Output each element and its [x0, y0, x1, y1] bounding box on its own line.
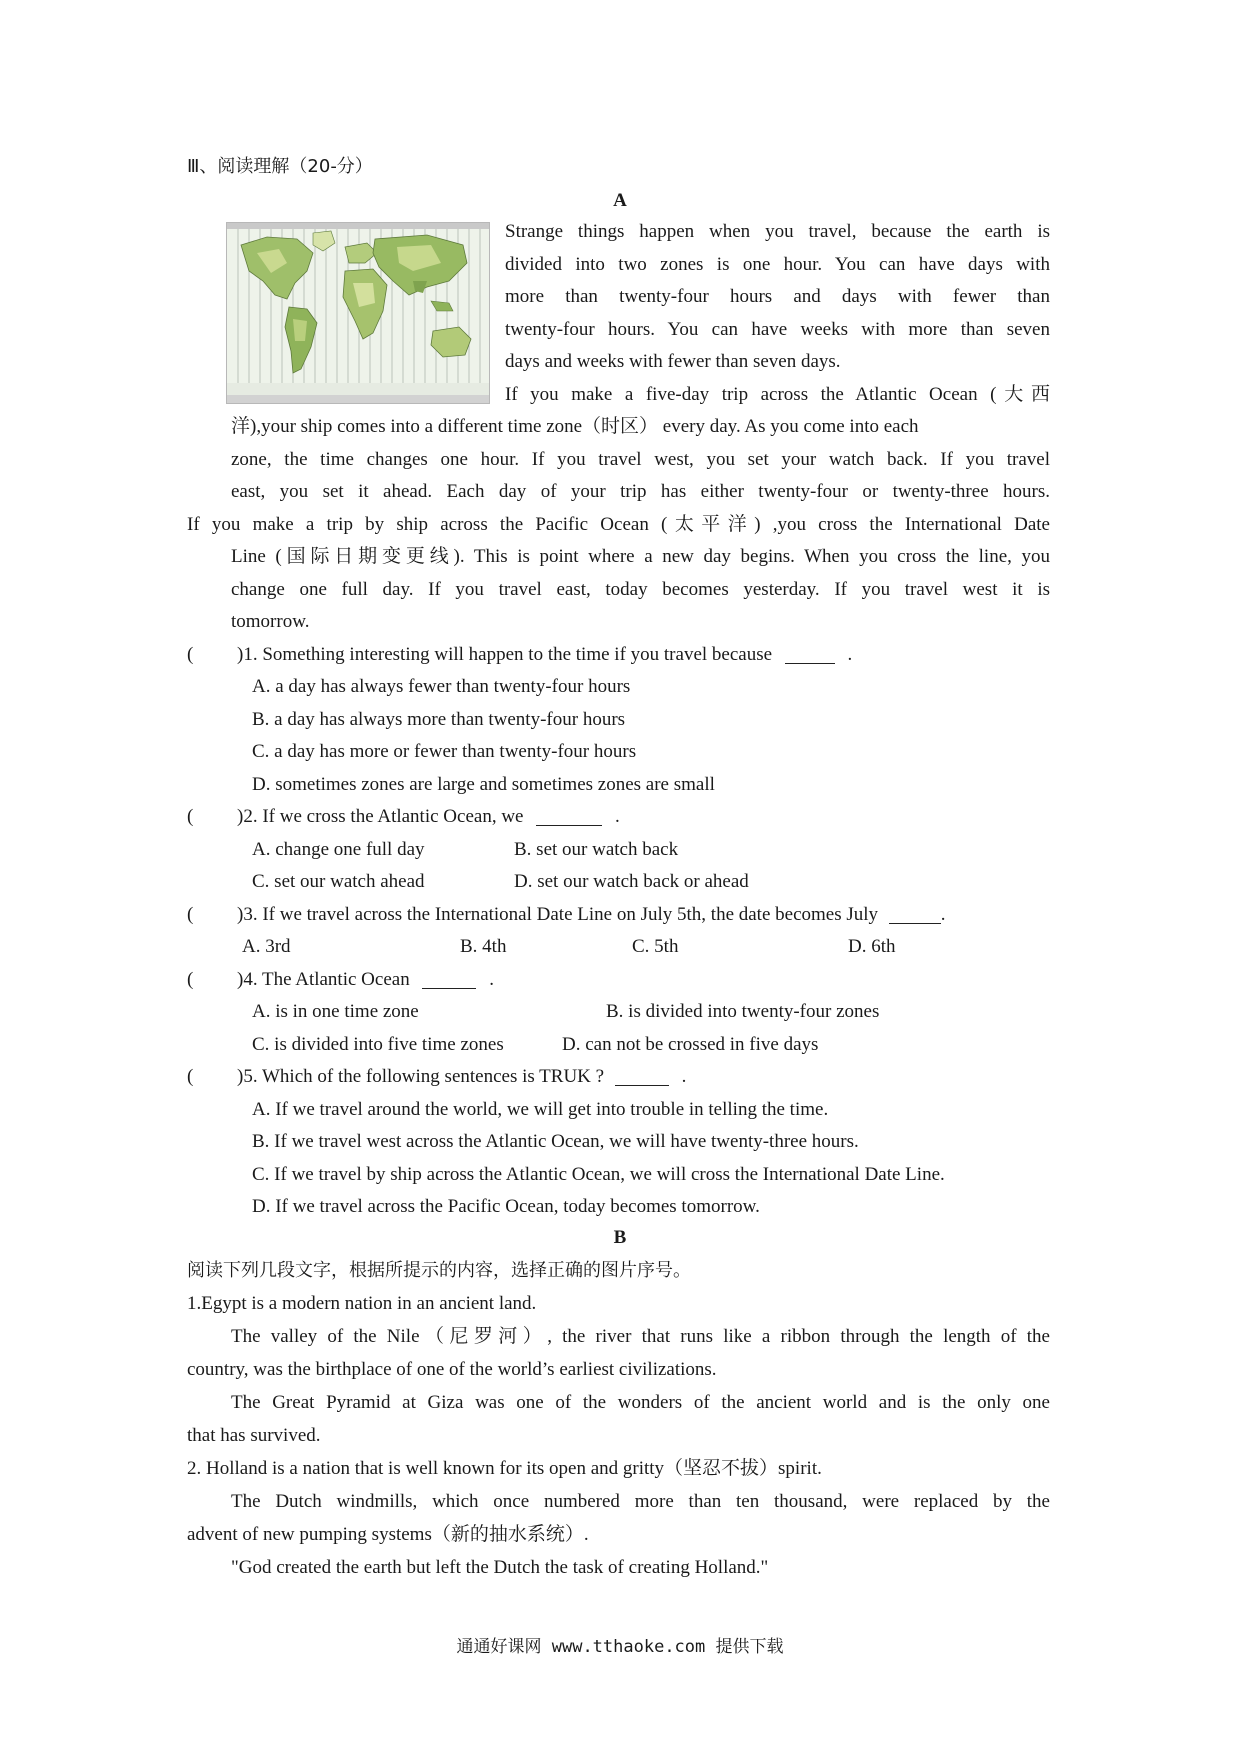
item1-paragraph-line: country, was the birthplace of one of the world’s earliest civilizations.	[187, 1359, 717, 1380]
part-b-title: B	[613, 1227, 627, 1248]
world-time-zone-map-icon	[226, 222, 490, 404]
q1-option[interactable]: C. a day has more or fewer than twenty-four hours	[252, 741, 637, 762]
q1-option[interactable]: D. sometimes zones are large and sometimes zones are small	[252, 774, 715, 795]
q2-answer-blank[interactable]	[536, 805, 602, 826]
part-a-para3-line: tomorrow.	[231, 611, 310, 632]
part-a-para1-line: more than twenty-four hours and days with fewer than	[505, 286, 1050, 307]
item2-paragraph-line: advent of new pumping systems（新的抽水系统）.	[187, 1524, 589, 1545]
item2-paragraph-line: The Dutch windmills, which once numbered more than ten thousand, were replaced by the	[231, 1491, 1050, 1512]
q2-option[interactable]: A. change one full day	[252, 839, 425, 860]
part-a-para1-line: days and weeks with fewer than seven days.	[505, 351, 841, 372]
part-a-para2-line: east, you set it ahead. Each day of your trip has either twenty-four or twenty-three hours.	[231, 481, 1050, 502]
part-a-para2-line: 洋),your ship comes into a different time zone（时区） every day. As you come into each	[231, 416, 919, 437]
q5-option[interactable]: B. If we travel west across the Atlantic Ocean, we will have twenty-three hours.	[252, 1131, 859, 1152]
q4-answer-blank[interactable]	[422, 968, 476, 989]
q4-option[interactable]: A. is in one time zone	[252, 1001, 419, 1022]
part-a-title: A	[613, 190, 627, 211]
q1-option[interactable]: B. a day has always more than twenty-four hours	[252, 709, 626, 730]
item1-heading: 1.Egypt is a modern nation in an ancient land.	[187, 1293, 537, 1314]
q5-option[interactable]: D. If we travel across the Pacific Ocean, today becomes tomorrow.	[252, 1196, 760, 1217]
q1-stem: )1. Something interesting will happen to the time if you travel because .	[237, 644, 853, 665]
part-a-para1-line: Strange things happen when you travel, because the earth is	[505, 221, 1050, 242]
q4-option[interactable]: B. is divided into twenty-four zones	[606, 1001, 880, 1022]
part-a-para3-line: Line (国际日期变更线). This is point where a new day begins. When you cross the line, you	[231, 546, 1050, 567]
q1-option[interactable]: A. a day has always fewer than twenty-four hours	[252, 676, 631, 697]
q4-option[interactable]: D. can not be crossed in five days	[562, 1034, 819, 1055]
part-a-para2-line: zone, the time changes one hour. If you travel west, you set your watch back. If you travel	[231, 449, 1050, 470]
page-footer: 通通好课网 www.tthaoke.com 提供下载	[456, 1637, 784, 1657]
part-a-para1-line: twenty-four hours. You can have weeks with more than seven	[505, 319, 1050, 340]
q4-option[interactable]: C. is divided into five time zones	[252, 1034, 504, 1055]
q2-option[interactable]: B. set our watch back	[514, 839, 679, 860]
q2-paren: (	[187, 806, 194, 827]
item2-heading: 2. Holland is a nation that is well known for its open and gritty（坚忍不拔）spirit.	[187, 1458, 822, 1479]
part-a-para3-line: change one full day. If you travel east, today becomes yesterday. If you travel west it is	[231, 579, 1050, 600]
q3-option[interactable]: A. 3rd	[242, 936, 291, 957]
q4-paren: (	[187, 969, 194, 990]
q2-option[interactable]: D. set our watch back or ahead	[514, 871, 749, 892]
q4-stem: )4. The Atlantic Ocean .	[237, 969, 494, 990]
item1-paragraph-line: The valley of the Nile（尼罗河）, the river that runs like a ribbon through the length of the	[231, 1326, 1050, 1347]
q5-option[interactable]: A. If we travel around the world, we will get into trouble in telling the time.	[252, 1099, 829, 1120]
q5-paren: (	[187, 1066, 194, 1087]
q3-answer-blank[interactable]	[889, 903, 941, 924]
q3-stem: )3. If we travel across the International Date Line on July 5th, the date becomes July .	[237, 904, 946, 925]
part-b-instruction: 阅读下列几段文字，根据所提示的内容，选择正确的图片序号。	[187, 1260, 691, 1281]
q5-option[interactable]: C. If we travel by ship across the Atlantic Ocean, we will cross the International Date Line.	[252, 1164, 945, 1185]
item1-paragraph-line: that has survived.	[187, 1425, 321, 1446]
part-a-para2-line: If you make a five-day trip across the Atlantic Ocean (大西	[505, 384, 1050, 405]
q3-option[interactable]: B. 4th	[460, 936, 507, 957]
part-a-para1-line: divided into two zones is one hour. You can have days with	[505, 254, 1050, 275]
q5-stem: )5. Which of the following sentences is TRUK ? .	[237, 1066, 687, 1087]
q3-paren: (	[187, 904, 194, 925]
item2-quote: "God created the earth but left the Dutch the task of creating Holland."	[231, 1557, 769, 1578]
q2-option[interactable]: C. set our watch ahead	[252, 871, 425, 892]
q3-option[interactable]: D. 6th	[848, 936, 896, 957]
part-a-para3-line: If you make a trip by ship across the Pacific Ocean (太平洋) ,you cross the International Date	[187, 514, 1050, 535]
item1-paragraph-line: The Great Pyramid at Giza was one of the wonders of the ancient world and is the only one	[231, 1392, 1050, 1413]
q2-stem: )2. If we cross the Atlantic Ocean, we .	[237, 806, 620, 827]
q5-answer-blank[interactable]	[615, 1065, 669, 1086]
q1-paren: (	[187, 644, 194, 665]
q1-answer-blank[interactable]	[785, 643, 835, 664]
section-heading: Ⅲ、阅读理解（20-分）	[187, 156, 373, 177]
q3-option[interactable]: C. 5th	[632, 936, 679, 957]
